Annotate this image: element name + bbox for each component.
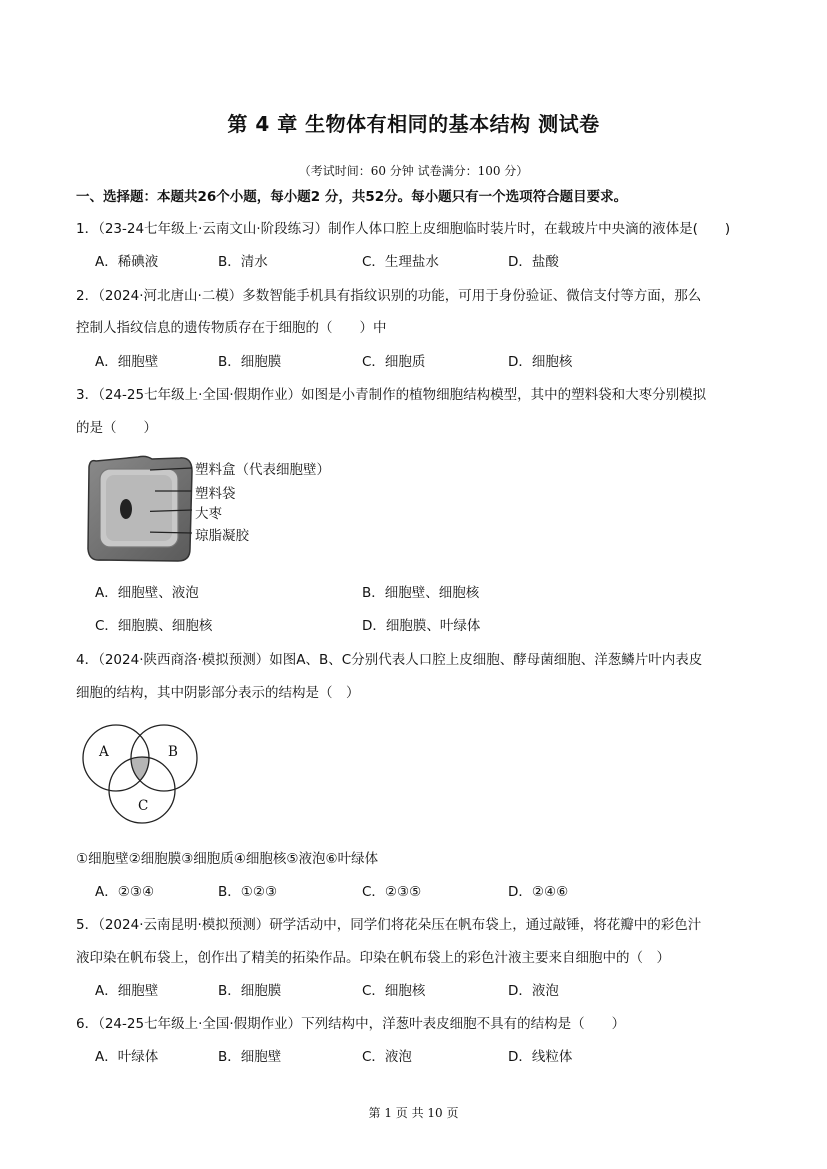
question-2-option-c[interactable]: C．细胞质	[362, 354, 426, 370]
question-1-option-b[interactable]: B．清水	[218, 254, 268, 270]
question-5-line-2: 液印染在帆布袋上，创作出了精美的拓染作品。印染在帆布袋上的彩色汁液主要来自细胞中的（ ）	[76, 950, 670, 966]
question-5-option-b[interactable]: B．细胞膜	[218, 983, 282, 999]
section-heading: 一、选择题：本题共26个小题，每小题2 分，共52分。每小题只有一个选项符合题目要求。	[76, 189, 628, 205]
question-4-line-1: 4．（2024·陕西商洛·模拟预测）如图A、B、C分别代表人口腔上皮细胞、酵母菌细胞、洋葱鳞片叶内表皮	[76, 652, 703, 668]
question-1-line-1: 1．（23-24七年级上·云南文山·阶段练习）制作人体口腔上皮细胞临时装片时，在载玻片中央滴的液体是( )	[76, 221, 731, 237]
question-4-line-2: 细胞的结构，其中阴影部分表示的结构是（ ）	[76, 685, 360, 701]
question-2-line-2: 控制人指纹信息的遗传物质存在于细胞的（ ）中	[76, 320, 387, 336]
question-2-line-1: 2．（2024·河北唐山·二模）多数智能手机具有指纹识别的功能，可用于身份验证、微信支付等方面，那么	[76, 288, 702, 304]
question-1-option-c[interactable]: C．生理盐水	[362, 254, 439, 270]
question-2-option-d[interactable]: D．细胞核	[508, 354, 573, 370]
question-6-option-c[interactable]: C．液泡	[362, 1049, 412, 1065]
question-5-option-a[interactable]: A．细胞壁	[95, 983, 159, 999]
question-6-option-d[interactable]: D．线粒体	[508, 1049, 573, 1065]
question-3-option-d[interactable]: D．细胞膜、叶绿体	[362, 618, 481, 634]
question-6-option-a[interactable]: A．叶绿体	[95, 1049, 159, 1065]
figure-label-plastic-box: 塑料盒（代表细胞壁）	[195, 462, 330, 478]
question-4-structure-list: ①细胞壁②细胞膜③细胞质④细胞核⑤液泡⑥叶绿体	[76, 851, 379, 867]
question-5-option-d[interactable]: D．液泡	[508, 983, 559, 999]
question-1-option-d[interactable]: D．盐酸	[508, 254, 559, 270]
jujube-shape	[120, 499, 132, 519]
figure-label-agar: 琼脂凝胶	[195, 528, 249, 544]
question-3-option-a[interactable]: A．细胞壁、液泡	[95, 585, 199, 601]
question-6-option-b[interactable]: B．细胞壁	[218, 1049, 282, 1065]
page-title: 第 4 章 生物体有相同的基本结构 测试卷	[227, 112, 600, 136]
question-4-option-a[interactable]: A．②③④	[95, 884, 155, 900]
exam-info: （考试时间：60 分钟 试卷满分：100 分）	[298, 164, 529, 178]
figure-pointer-lines	[150, 460, 195, 540]
question-3-option-c[interactable]: C．细胞膜、细胞核	[95, 618, 213, 634]
question-2-option-b[interactable]: B．细胞膜	[218, 354, 282, 370]
question-2-option-a[interactable]: A．细胞壁	[95, 354, 159, 370]
venn-label-c: C	[138, 798, 149, 814]
question-4-option-b[interactable]: B．①②③	[218, 884, 278, 900]
question-5-line-1: 5．（2024·云南昆明·模拟预测）研学活动中，同学们将花朵压在帆布袋上，通过敲锤，将花瓣中的彩色汁	[76, 917, 702, 933]
figure-label-plastic-bag: 塑料袋	[195, 486, 236, 502]
question-4-option-c[interactable]: C．②③⑤	[362, 884, 422, 900]
question-3-line-1: 3．（24-25七年级上·全国·假期作业）如图是小青制作的植物细胞结构模型，其中的塑料袋和大枣分别模拟	[76, 387, 707, 403]
figure-label-jujube: 大枣	[195, 506, 222, 522]
question-6-line-1: 6．（24-25七年级上·全国·假期作业）下列结构中，洋葱叶表皮细胞不具有的结构是（ ）	[76, 1016, 626, 1032]
question-3-option-b[interactable]: B．细胞壁、细胞核	[362, 585, 480, 601]
question-4-option-d[interactable]: D．②④⑥	[508, 884, 569, 900]
venn-label-b: B	[168, 744, 178, 760]
question-5-option-c[interactable]: C．细胞核	[362, 983, 426, 999]
question-3-line-2: 的是（ ）	[76, 420, 157, 436]
page-footer: 第 1 页 共 10 页	[368, 1106, 459, 1120]
question-1-option-a[interactable]: A．稀碘液	[95, 254, 159, 270]
venn-label-a: A	[99, 744, 109, 760]
